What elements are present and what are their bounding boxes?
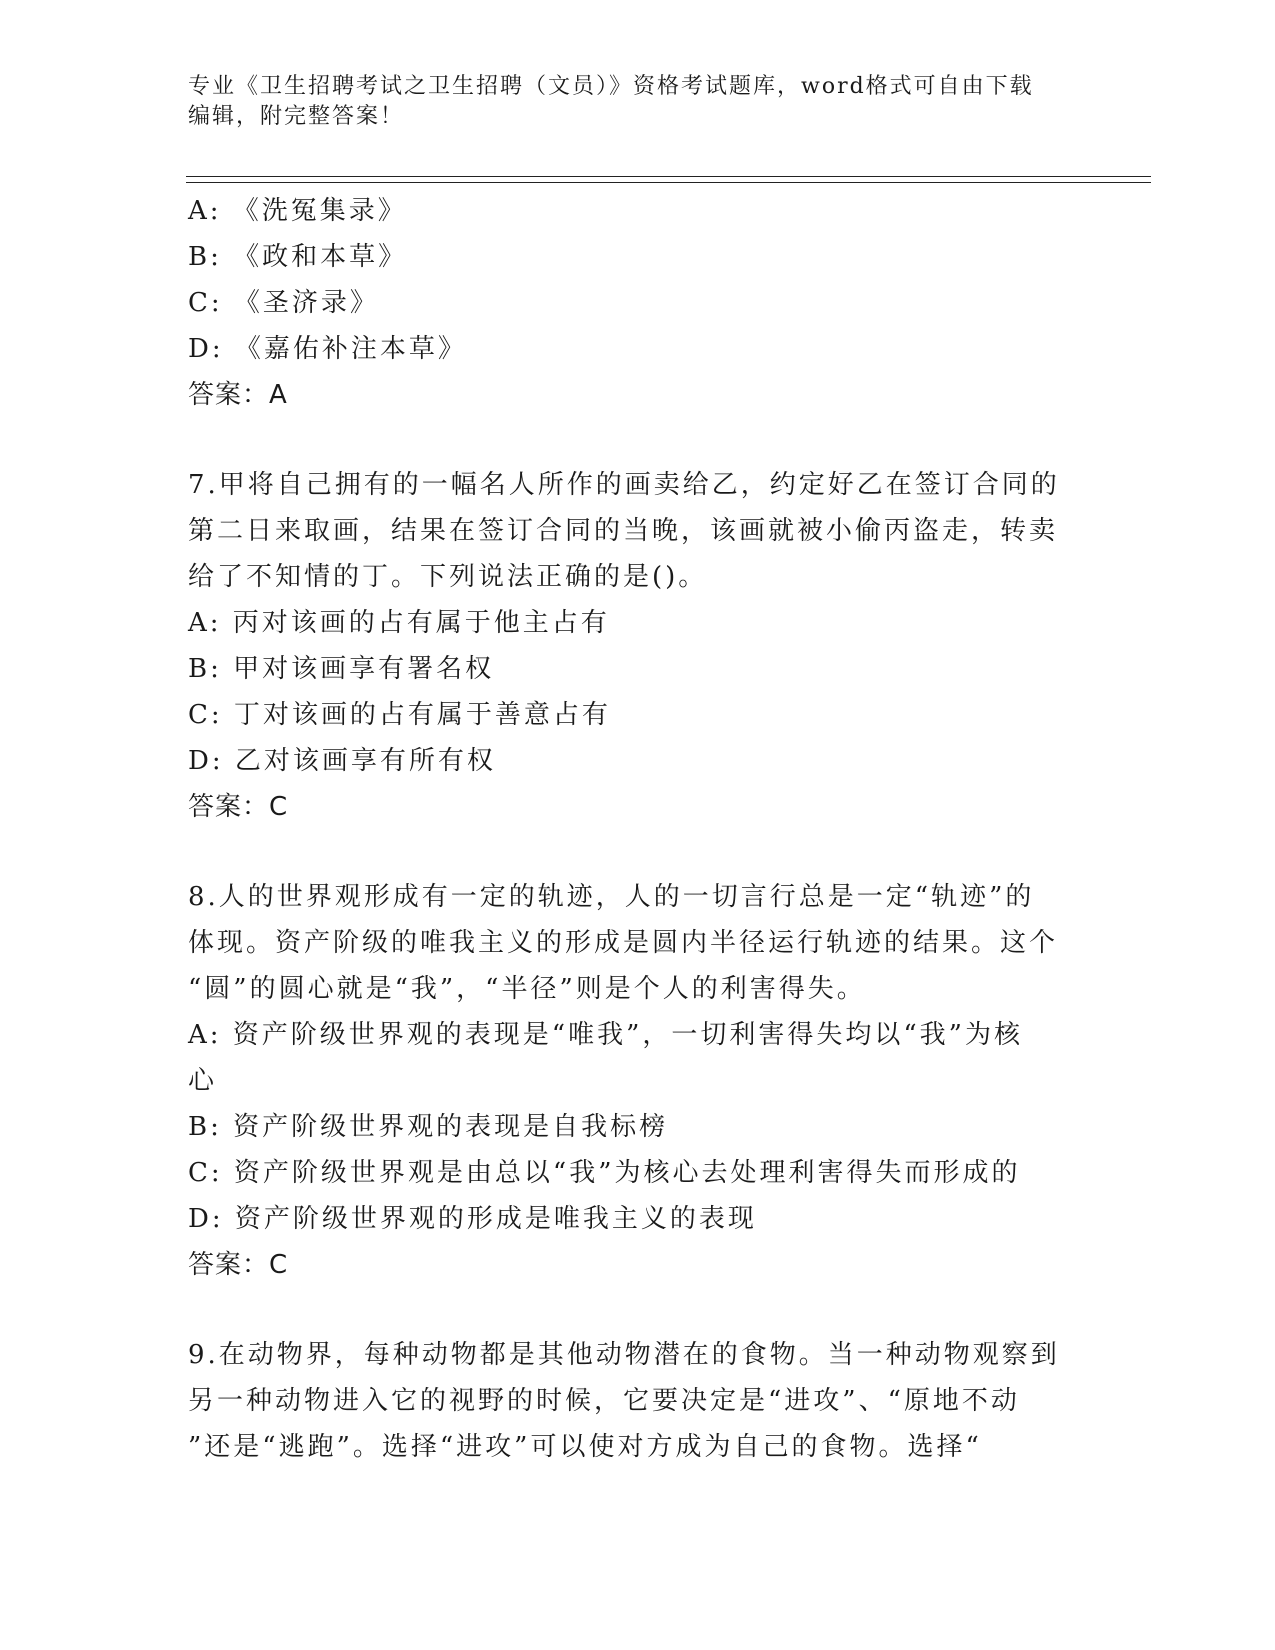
q8-stem-line-3: “圆”的圆心就是“我”，“半径”则是个人的利害得失。 [188,974,866,1004]
q8-answer: 答案：C [188,1250,289,1280]
document-body [188,188,1088,1470]
question-9 [188,1332,1088,1470]
q7-option-d: D: 乙对该画享有所有权 [188,746,496,776]
q8-option-d: D: 资产阶级世界观的形成是唯我主义的表现 [188,1204,757,1234]
q8-option-a-continued: 心 [188,1066,218,1096]
header-rule-top [186,176,1151,177]
spacer [188,830,1088,874]
q7-answer: 答案：C [188,792,289,822]
q6-option-b: B: 《政和本草》 [188,242,408,272]
header-line-1: 专业《卫生招聘考试之卫生招聘（文员）》资格考试题库，word格式可自由下载 [188,74,1034,99]
q9-stem-line-1: 9.在动物界，每种动物都是其他动物潜在的食物。当一种动物观察到 [188,1340,1060,1370]
q7-option-a: A: 丙对该画的占有属于他主占有 [188,608,610,638]
q8-stem-line-2: 体现。资产阶级的唯我主义的形成是圆内半径运行轨迹的结果。这个 [188,928,1059,958]
q8-option-b: B: 资产阶级世界观的表现是自我标榜 [188,1112,669,1142]
header-rule-bottom [186,182,1151,183]
q9-stem-line-3: ”还是“逃跑”。选择“进攻”可以使对方成为自己的食物。选择“ [188,1432,982,1462]
header-line-2: 编辑，附完整答案！ [188,104,405,129]
q7-option-c: C: 丁对该画的占有属于善意占有 [188,700,611,730]
spacer [188,418,1088,462]
q8-option-c: C: 资产阶级世界观是由总以“我”为核心去处理利害得失而形成的 [188,1158,1021,1188]
q6-option-a: A: 《洗冤集录》 [188,196,407,226]
q7-stem-line-3: 给了不知情的丁。下列说法正确的是()。 [188,562,708,592]
q6-option-d: D: 《嘉佑补注本草》 [188,334,467,364]
q7-option-b: B: 甲对该画享有署名权 [188,654,495,684]
spacer [188,1288,1088,1332]
q8-stem-line-1: 8.人的世界观形成有一定的轨迹，人的一切言行总是一定“轨迹”的 [188,882,1035,912]
document-header [188,72,1088,132]
q6-answer: 答案：A [188,380,288,410]
q8-option-a: A: 资产阶级世界观的表现是“唯我”，一切利害得失均以“我”为核 [188,1020,1023,1050]
question-7 [188,462,1088,830]
q6-option-c: C: 《圣济录》 [188,288,379,318]
question-6 [188,188,1088,418]
q9-stem-line-2: 另一种动物进入它的视野的时候，它要决定是“进攻”、“原地不动 [188,1386,1020,1416]
question-8 [188,874,1088,1288]
q7-stem-line-1: 7.甲将自己拥有的一幅名人所作的画卖给乙，约定好乙在签订合同的 [188,470,1060,500]
q7-stem-line-2: 第二日来取画，结果在签订合同的当晚，该画就被小偷丙盗走，转卖 [188,516,1059,546]
